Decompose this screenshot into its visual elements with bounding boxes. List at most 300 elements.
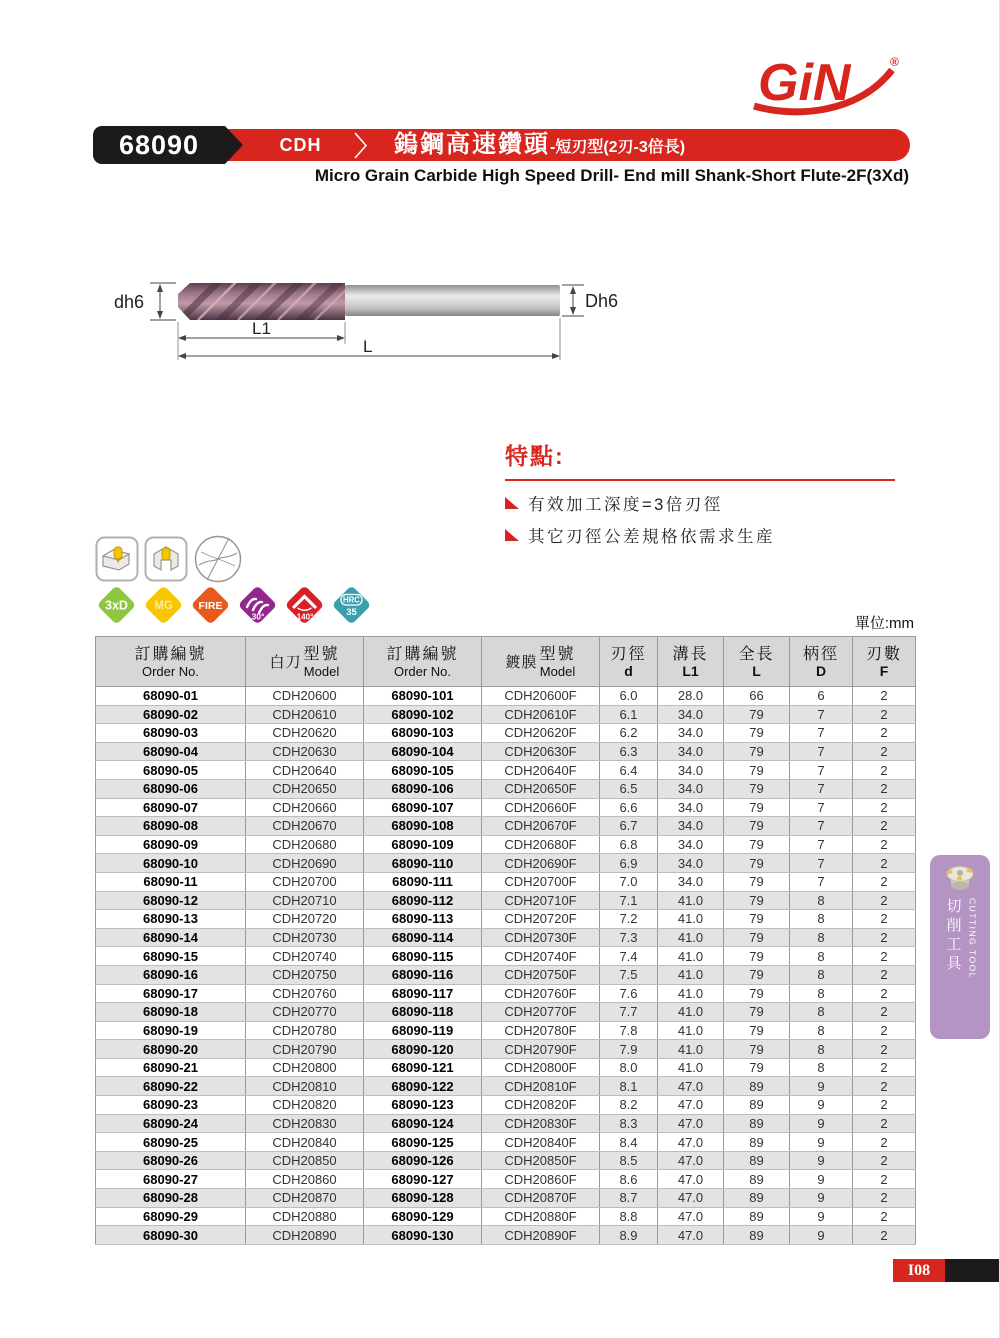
- table-cell: 6.3: [600, 742, 658, 761]
- table-cell: 34.0: [658, 817, 724, 836]
- table-cell: 8: [790, 910, 853, 929]
- table-cell: CDH20790: [246, 1040, 364, 1059]
- table-cell: 2: [853, 947, 916, 966]
- table-cell: CDH20700F: [482, 872, 600, 891]
- table-cell: CDH20780F: [482, 1021, 600, 1040]
- table-row: [96, 1151, 916, 1170]
- table-cell: 68090-128: [364, 1189, 482, 1208]
- table-cell: 68090-116: [364, 965, 482, 984]
- table-cell: 9: [790, 1133, 853, 1152]
- table-cell: CDH20630F: [482, 742, 600, 761]
- table-cell: 6.8: [600, 835, 658, 854]
- table-cell: 68090-24: [96, 1114, 246, 1133]
- table-cell: 68090-126: [364, 1151, 482, 1170]
- table-cell: 7.2: [600, 910, 658, 929]
- table-cell: 6.9: [600, 854, 658, 873]
- table-cell: 41.0: [658, 1021, 724, 1040]
- table-cell: CDH20620F: [482, 724, 600, 743]
- table-cell: 41.0: [658, 947, 724, 966]
- table-cell: 34.0: [658, 798, 724, 817]
- table-cell: 79: [724, 1040, 790, 1059]
- table-cell: 7: [790, 798, 853, 817]
- table-cell: 8.8: [600, 1207, 658, 1226]
- table-cell: 89: [724, 1096, 790, 1115]
- badge-helix-30: [234, 581, 281, 629]
- table-row: [96, 910, 916, 929]
- table-cell: 8: [790, 928, 853, 947]
- table-cell: CDH20740F: [482, 947, 600, 966]
- col-order-no-plain: 訂購編號 Order No.: [96, 637, 246, 687]
- table-cell: 68090-114: [364, 928, 482, 947]
- table-cell: 47.0: [658, 1170, 724, 1189]
- table-cell: CDH20650: [246, 779, 364, 798]
- brand-logo: [740, 48, 920, 120]
- drill-point-section-icon: [193, 534, 243, 584]
- table-cell: 7.0: [600, 872, 658, 891]
- table-cell: 8: [790, 1003, 853, 1022]
- table-row: [96, 984, 916, 1003]
- table-cell: 89: [724, 1114, 790, 1133]
- col-overall-length: 全長 L: [724, 637, 790, 687]
- table-cell: CDH20780: [246, 1021, 364, 1040]
- svg-text:140°: 140°: [296, 612, 314, 622]
- table-cell: 8: [790, 1058, 853, 1077]
- table-cell: 2: [853, 1058, 916, 1077]
- table-cell: 79: [724, 761, 790, 780]
- table-row: [96, 817, 916, 836]
- table-cell: 7.8: [600, 1021, 658, 1040]
- table-cell: 41.0: [658, 984, 724, 1003]
- table-row: [96, 965, 916, 984]
- table-cell: 68090-15: [96, 947, 246, 966]
- table-row: [96, 1096, 916, 1115]
- table-cell: 89: [724, 1077, 790, 1096]
- table-cell: 9: [790, 1077, 853, 1096]
- table-cell: 2: [853, 1114, 916, 1133]
- table-cell: 41.0: [658, 1040, 724, 1059]
- table-cell: 7.5: [600, 965, 658, 984]
- table-cell: 68090-129: [364, 1207, 482, 1226]
- table-cell: CDH20810: [246, 1077, 364, 1096]
- table-row: [96, 798, 916, 817]
- table-cell: 68090-13: [96, 910, 246, 929]
- table-cell: CDH20640: [246, 761, 364, 780]
- chevron-divider-icon: [353, 132, 369, 159]
- col-diameter: 刃徑 d: [600, 637, 658, 687]
- table-cell: 68090-23: [96, 1096, 246, 1115]
- table-cell: CDH20750: [246, 965, 364, 984]
- table-cell: 2: [853, 1003, 916, 1022]
- table-cell: 66: [724, 687, 790, 706]
- table-cell: 68090-105: [364, 761, 482, 780]
- table-cell: 6.5: [600, 779, 658, 798]
- table-cell: 68090-03: [96, 724, 246, 743]
- table-cell: CDH20840: [246, 1133, 364, 1152]
- table-cell: 6.6: [600, 798, 658, 817]
- table-cell: 68090-122: [364, 1077, 482, 1096]
- table-row: [96, 947, 916, 966]
- table-cell: 7: [790, 817, 853, 836]
- product-title-en: Micro Grain Carbide High Speed Drill- End mill Shank-Short Flute-2F(3Xd): [314, 166, 909, 185]
- table-cell: 2: [853, 1170, 916, 1189]
- product-code-chip: 68090: [93, 126, 225, 164]
- table-row: [96, 742, 916, 761]
- table-cell: 68090-29: [96, 1207, 246, 1226]
- product-title-zh: [394, 129, 685, 161]
- table-cell: 7: [790, 724, 853, 743]
- table-cell: CDH20670: [246, 817, 364, 836]
- table-cell: 79: [724, 928, 790, 947]
- table-cell: CDH20730F: [482, 928, 600, 947]
- table-cell: 41.0: [658, 891, 724, 910]
- table-cell: 47.0: [658, 1226, 724, 1245]
- table-cell: CDH20730: [246, 928, 364, 947]
- table-cell: CDH20690: [246, 854, 364, 873]
- table-cell: 79: [724, 984, 790, 1003]
- table-cell: 2: [853, 854, 916, 873]
- table-cell: 8.1: [600, 1077, 658, 1096]
- drill-diagram: [110, 258, 630, 370]
- dim-label-Dh6: Dh6: [585, 291, 619, 311]
- table-cell: 68090-10: [96, 854, 246, 873]
- table-cell: CDH20600F: [482, 687, 600, 706]
- table-cell: 68090-127: [364, 1170, 482, 1189]
- table-cell: 2: [853, 1226, 916, 1245]
- table-cell: 47.0: [658, 1077, 724, 1096]
- table-cell: 68090-107: [364, 798, 482, 817]
- table-cell: 34.0: [658, 835, 724, 854]
- table-cell: 68090-17: [96, 984, 246, 1003]
- table-cell: 68090-01: [96, 687, 246, 706]
- title-zh-sub: -短刃型(2刃-3倍長): [550, 139, 686, 156]
- table-cell: 7.9: [600, 1040, 658, 1059]
- side-tab-label-zh: 切削工具: [944, 898, 962, 974]
- table-row: [96, 1058, 916, 1077]
- table-cell: 8.9: [600, 1226, 658, 1245]
- table-cell: 2: [853, 1096, 916, 1115]
- table-cell: CDH20660: [246, 798, 364, 817]
- table-cell: 68090-123: [364, 1096, 482, 1115]
- footer-bar: [945, 1259, 1000, 1282]
- table-cell: 2: [853, 1151, 916, 1170]
- table-cell: 34.0: [658, 742, 724, 761]
- table-cell: CDH20860F: [482, 1170, 600, 1189]
- table-cell: 41.0: [658, 928, 724, 947]
- table-cell: 79: [724, 779, 790, 798]
- table-cell: 68090-130: [364, 1226, 482, 1245]
- table-cell: 7: [790, 854, 853, 873]
- table-cell: CDH20600: [246, 687, 364, 706]
- dim-label-L: L: [363, 337, 373, 356]
- table-cell: 68090-27: [96, 1170, 246, 1189]
- table-cell: CDH20810F: [482, 1077, 600, 1096]
- table-cell: 68090-05: [96, 761, 246, 780]
- col-model-plain: 白刀 型號 Model: [246, 637, 364, 687]
- table-cell: 68090-108: [364, 817, 482, 836]
- table-cell: 2: [853, 1207, 916, 1226]
- svg-text:3xD: 3xD: [105, 598, 128, 613]
- table-cell: 89: [724, 1189, 790, 1208]
- table-cell: 68090-12: [96, 891, 246, 910]
- table-cell: CDH20610F: [482, 705, 600, 724]
- table-cell: 2: [853, 817, 916, 836]
- application-icons: [95, 534, 243, 584]
- table-cell: 68090-109: [364, 835, 482, 854]
- series-label: CDH: [279, 134, 322, 155]
- table-cell: 8.6: [600, 1170, 658, 1189]
- table-row: [96, 872, 916, 891]
- table-cell: 9: [790, 1170, 853, 1189]
- table-cell: 79: [724, 854, 790, 873]
- table-cell: CDH20770: [246, 1003, 364, 1022]
- table-cell: 34.0: [658, 761, 724, 780]
- spec-table: [95, 636, 916, 1245]
- table-cell: 68090-125: [364, 1133, 482, 1152]
- table-cell: CDH20770F: [482, 1003, 600, 1022]
- table-cell: 2: [853, 779, 916, 798]
- col-order-no-coated: 訂購編號 Order No.: [364, 637, 482, 687]
- table-cell: 7: [790, 779, 853, 798]
- table-row: [96, 705, 916, 724]
- svg-text:HRC: HRC: [343, 595, 360, 605]
- table-cell: 68090-120: [364, 1040, 482, 1059]
- table-cell: 68090-117: [364, 984, 482, 1003]
- table-cell: 9: [790, 1226, 853, 1245]
- table-cell: 2: [853, 1040, 916, 1059]
- corner-drilling-icon: [144, 536, 188, 582]
- table-cell: CDH20620: [246, 724, 364, 743]
- table-cell: 89: [724, 1170, 790, 1189]
- table-cell: 68090-25: [96, 1133, 246, 1152]
- table-cell: 9: [790, 1189, 853, 1208]
- table-cell: 41.0: [658, 965, 724, 984]
- table-cell: 47.0: [658, 1096, 724, 1115]
- table-cell: 2: [853, 872, 916, 891]
- table-cell: 41.0: [658, 1003, 724, 1022]
- table-cell: 8.0: [600, 1058, 658, 1077]
- dim-label-L1: L1: [252, 319, 271, 338]
- drill-shank: [345, 285, 560, 316]
- table-cell: 68090-11: [96, 872, 246, 891]
- table-cell: 8.2: [600, 1096, 658, 1115]
- table-cell: 79: [724, 1021, 790, 1040]
- table-cell: 68090-111: [364, 872, 482, 891]
- table-cell: 6.4: [600, 761, 658, 780]
- table-cell: 7.4: [600, 947, 658, 966]
- table-cell: 68090-04: [96, 742, 246, 761]
- table-cell: CDH20880: [246, 1207, 364, 1226]
- table-cell: 68090-115: [364, 947, 482, 966]
- table-cell: 8: [790, 984, 853, 1003]
- table-cell: CDH20880F: [482, 1207, 600, 1226]
- table-cell: 47.0: [658, 1207, 724, 1226]
- title-zh-main: 鎢鋼高速鑽頭: [394, 131, 550, 158]
- table-cell: 79: [724, 872, 790, 891]
- table-cell: 7: [790, 761, 853, 780]
- table-cell: CDH20840F: [482, 1133, 600, 1152]
- table-cell: 2: [853, 742, 916, 761]
- table-cell: CDH20720F: [482, 910, 600, 929]
- table-cell: CDH20870: [246, 1189, 364, 1208]
- table-cell: 2: [853, 928, 916, 947]
- svg-text:MG: MG: [154, 600, 173, 612]
- col-flute-length: 溝長 L1: [658, 637, 724, 687]
- table-row: [96, 1207, 916, 1226]
- table-cell: 9: [790, 1207, 853, 1226]
- table-cell: 79: [724, 1003, 790, 1022]
- table-row: [96, 835, 916, 854]
- milling-cutter-icon: [942, 862, 978, 894]
- table-cell: CDH20690F: [482, 854, 600, 873]
- table-cell: 2: [853, 910, 916, 929]
- logo-text: GiN: [758, 54, 851, 112]
- table-cell: 68090-101: [364, 687, 482, 706]
- table-row: [96, 779, 916, 798]
- registered-mark: ®: [890, 55, 899, 69]
- table-cell: 8.5: [600, 1151, 658, 1170]
- table-cell: CDH20710: [246, 891, 364, 910]
- badge-hrc-35: [328, 581, 375, 629]
- feature-text: 其它刃徑公差規格依需求生産: [528, 528, 775, 546]
- table-cell: 6.2: [600, 724, 658, 743]
- table-cell: 2: [853, 1077, 916, 1096]
- table-header-row: [96, 637, 916, 687]
- spec-badges: [93, 581, 375, 629]
- svg-text:30°: 30°: [251, 611, 265, 622]
- table-cell: CDH20680: [246, 835, 364, 854]
- table-row: [96, 724, 916, 743]
- table-cell: 2: [853, 965, 916, 984]
- table-cell: 68090-110: [364, 854, 482, 873]
- table-cell: 6.7: [600, 817, 658, 836]
- table-cell: CDH20640F: [482, 761, 600, 780]
- table-cell: CDH20700: [246, 872, 364, 891]
- svg-text:FIRE: FIRE: [198, 600, 223, 612]
- table-cell: 8: [790, 965, 853, 984]
- table-cell: 79: [724, 910, 790, 929]
- table-cell: CDH20670F: [482, 817, 600, 836]
- table-cell: 34.0: [658, 854, 724, 873]
- table-cell: 2: [853, 984, 916, 1003]
- badge-fire: [187, 581, 234, 629]
- table-cell: 34.0: [658, 779, 724, 798]
- table-cell: CDH20750F: [482, 965, 600, 984]
- table-cell: 68090-119: [364, 1021, 482, 1040]
- table-cell: 68090-07: [96, 798, 246, 817]
- table-cell: CDH20830F: [482, 1114, 600, 1133]
- table-cell: CDH20800F: [482, 1058, 600, 1077]
- table-cell: 6.0: [600, 687, 658, 706]
- table-cell: 79: [724, 947, 790, 966]
- table-cell: 2: [853, 724, 916, 743]
- table-cell: 68090-21: [96, 1058, 246, 1077]
- table-cell: 7: [790, 835, 853, 854]
- table-cell: CDH20890: [246, 1226, 364, 1245]
- table-cell: 68090-09: [96, 835, 246, 854]
- table-row: [96, 1003, 916, 1022]
- table-row: [96, 1189, 916, 1208]
- dim-left: [150, 283, 176, 320]
- table-row: [96, 891, 916, 910]
- table-cell: CDH20870F: [482, 1189, 600, 1208]
- table-cell: 68090-14: [96, 928, 246, 947]
- feature-text: 有效加工深度=3倍刃徑: [528, 496, 723, 514]
- badge-mg: [140, 581, 187, 629]
- table-cell: 8.3: [600, 1114, 658, 1133]
- table-cell: 6: [790, 687, 853, 706]
- table-row: [96, 1226, 916, 1245]
- table-cell: 68090-20: [96, 1040, 246, 1059]
- table-cell: CDH20830: [246, 1114, 364, 1133]
- table-cell: CDH20790F: [482, 1040, 600, 1059]
- table-cell: 68090-26: [96, 1151, 246, 1170]
- drilling-through-icon: [95, 536, 139, 582]
- table-cell: 28.0: [658, 687, 724, 706]
- table-cell: CDH20760: [246, 984, 364, 1003]
- table-row: [96, 1077, 916, 1096]
- table-cell: 34.0: [658, 724, 724, 743]
- table-cell: 8: [790, 1040, 853, 1059]
- side-tab-label-en: CUTTING TOOL: [967, 898, 978, 979]
- table-cell: CDH20850F: [482, 1151, 600, 1170]
- table-cell: 2: [853, 1021, 916, 1040]
- table-cell: 9: [790, 1151, 853, 1170]
- table-cell: 89: [724, 1207, 790, 1226]
- table-cell: 79: [724, 724, 790, 743]
- table-cell: 68090-16: [96, 965, 246, 984]
- table-cell: 68090-02: [96, 705, 246, 724]
- table-cell: 34.0: [658, 872, 724, 891]
- table-cell: 79: [724, 891, 790, 910]
- table-cell: 89: [724, 1151, 790, 1170]
- table-row: [96, 928, 916, 947]
- table-cell: 47.0: [658, 1114, 724, 1133]
- badge-point-angle-140: [281, 581, 328, 629]
- feature-item: [505, 523, 895, 547]
- table-cell: CDH20610: [246, 705, 364, 724]
- table-cell: CDH20740: [246, 947, 364, 966]
- table-cell: 68090-118: [364, 1003, 482, 1022]
- table-cell: CDH20850: [246, 1151, 364, 1170]
- table-cell: 9: [790, 1096, 853, 1115]
- table-cell: 8.7: [600, 1189, 658, 1208]
- table-cell: 41.0: [658, 910, 724, 929]
- table-cell: CDH20630: [246, 742, 364, 761]
- table-cell: CDH20820: [246, 1096, 364, 1115]
- table-cell: 68090-124: [364, 1114, 482, 1133]
- table-cell: 8: [790, 1021, 853, 1040]
- table-cell: CDH20680F: [482, 835, 600, 854]
- units-note: 單位:mm: [854, 615, 914, 632]
- table-cell: 2: [853, 835, 916, 854]
- table-cell: 68090-112: [364, 891, 482, 910]
- features-heading: 特點:: [505, 438, 895, 481]
- badge-3xd: [93, 581, 140, 629]
- table-row: [96, 1170, 916, 1189]
- table-cell: 7: [790, 742, 853, 761]
- page-number: I08: [893, 1259, 945, 1282]
- table-cell: 7.1: [600, 891, 658, 910]
- table-cell: 68090-18: [96, 1003, 246, 1022]
- table-cell: 2: [853, 1133, 916, 1152]
- table-cell: 2: [853, 798, 916, 817]
- table-cell: 7: [790, 705, 853, 724]
- col-flutes: 刃數 F: [853, 637, 916, 687]
- table-cell: 79: [724, 798, 790, 817]
- col-shank-diameter: 柄徑 D: [790, 637, 853, 687]
- features-section: [505, 438, 895, 555]
- bullet-triangle-icon: [505, 497, 519, 509]
